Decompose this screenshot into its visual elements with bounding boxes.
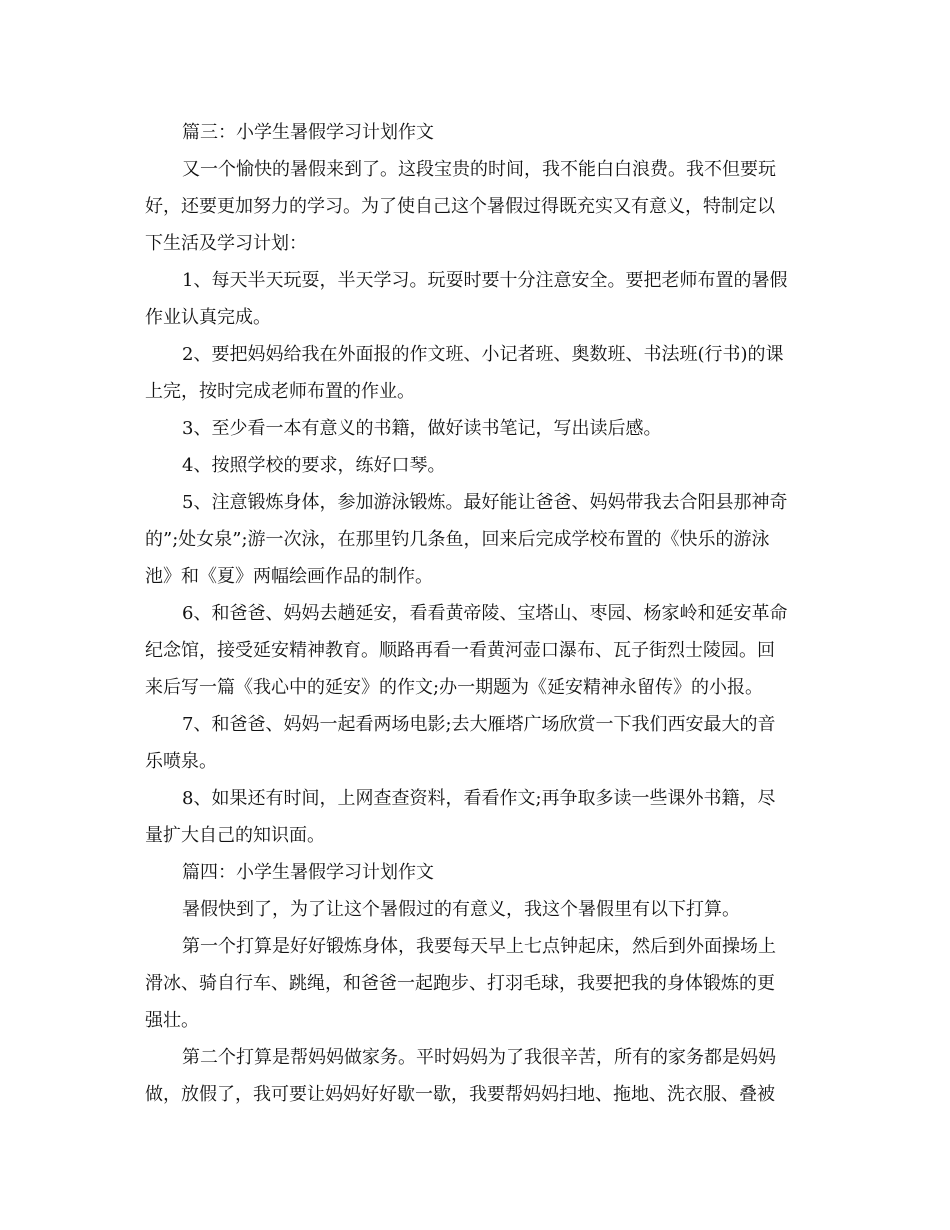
text-line: 做，放假了，我可要让妈妈好好歇一歇，我要帮妈妈扫地、拖地、洗衣服、叠被: [145, 1084, 775, 1105]
text-line: 7、和爸爸、妈妈一起看两场电影;去大雁塔广场欣赏一下我们西安最大的音: [182, 714, 776, 735]
document-body: [145, 117, 805, 1111]
text-line: 暑假快到了，为了让这个暑假过的有意义，我这个暑假里有以下打算。: [182, 899, 740, 920]
text-line: 上完，按时完成老师布置的作业。: [145, 381, 415, 402]
text-line: 3、至少看一本有意义的书籍，做好读书笔记，写出读后感。: [182, 418, 662, 439]
text-line: 好，还要更加努力的学习。为了使自己这个暑假过得既充实又有意义，特制定以: [145, 196, 775, 217]
text-line: 5、注意锻炼身体，参加游泳锻炼。最好能让爸爸、妈妈带我去合阳县那神奇: [182, 492, 788, 513]
text-line: 第二个打算是帮妈妈做家务。平时妈妈为了我很辛苦，所有的家务都是妈妈: [182, 1047, 776, 1068]
text-line: 2、要把妈妈给我在外面报的作文班、小记者班、奥数班、书法班(行书)的课: [182, 344, 784, 365]
text-line: 6、和爸爸、妈妈去趟延安，看看黄帝陵、宝塔山、枣园、杨家岭和延安革命: [182, 603, 788, 624]
text-line: 来后写一篇《我心中的延安》的作文;办一期题为《延安精神永留传》的小报。: [145, 677, 764, 698]
text-line: 下生活及学习计划：: [145, 233, 307, 254]
text-line: 4、按照学校的要求，练好口琴。: [182, 455, 446, 476]
text-line: 又一个愉快的暑假来到了。这段宝贵的时间，我不能白白浪费。我不但要玩: [182, 159, 776, 180]
text-line: 篇四：小学生暑假学习计划作文: [182, 862, 434, 883]
text-line: 强壮。: [145, 1010, 199, 1031]
text-line: 篇三：小学生暑假学习计划作文: [182, 122, 434, 143]
text-line: 1、每天半天玩耍，半天学习。玩耍时要十分注意安全。要把老师布置的暑假: [182, 270, 788, 291]
text-line: 第一个打算是好好锻炼身体，我要每天早上七点钟起床，然后到外面操场上: [182, 936, 776, 957]
text-line: 乐喷泉。: [145, 751, 217, 772]
text-line: 作业认真完成。: [145, 307, 271, 328]
text-line: 的”;处女泉”;游一次泳，在那里钓几条鱼，回来后完成学校布置的《快乐的游泳: [145, 529, 770, 550]
text-line: 池》和《夏》两幅绘画作品的制作。: [145, 566, 433, 587]
text-line: 量扩大自己的知识面。: [145, 825, 325, 846]
text-line: 纪念馆，接受延安精神教育。顺路再看一看黄河壶口瀑布、瓦子街烈士陵园。回: [145, 640, 775, 661]
text-line: 滑冰、骑自行车、跳绳，和爸爸一起跑步、打羽毛球，我要把我的身体锻炼的更: [145, 973, 775, 994]
text-line: 8、如果还有时间，上网查查资料，看看作文;再争取多读一些课外书籍，尽: [182, 788, 776, 809]
